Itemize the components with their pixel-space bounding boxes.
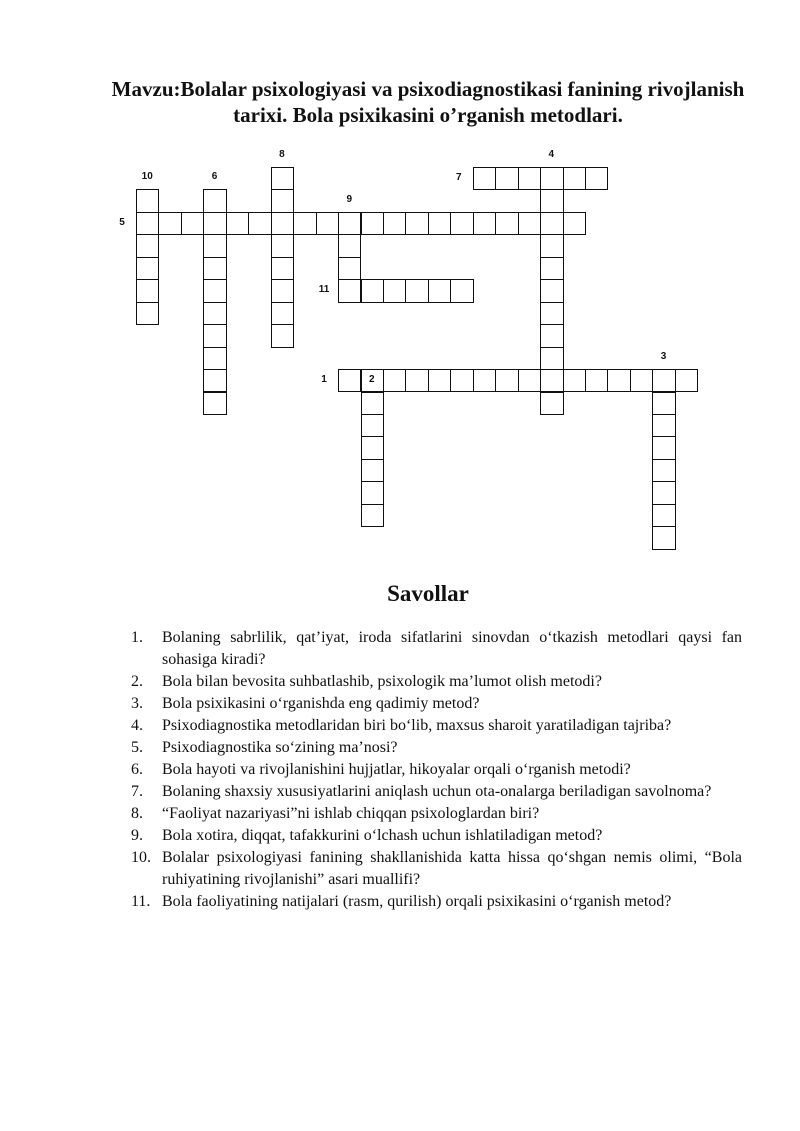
crossword-cell[interactable]	[652, 504, 675, 527]
crossword-cell[interactable]	[361, 436, 384, 459]
crossword-cell[interactable]	[428, 212, 451, 235]
crossword-cell[interactable]	[540, 302, 563, 325]
clue-number-label: 10	[141, 171, 153, 183]
clue-number-label: 5	[119, 216, 125, 228]
question-text: Bola psixikasini o‘rganishda eng qadimiy metod?	[162, 695, 480, 712]
crossword-cell[interactable]	[563, 369, 586, 392]
question-item	[131, 737, 742, 759]
crossword-cell[interactable]	[248, 212, 271, 235]
crossword-cell[interactable]	[495, 167, 518, 190]
crossword-cell[interactable]	[338, 369, 361, 392]
crossword-cell[interactable]	[540, 167, 563, 190]
question-text: Psixodiagnostika so‘zining ma’nosi?	[162, 739, 398, 756]
question-item	[131, 693, 742, 715]
question-number: 10.	[131, 849, 151, 866]
crossword-cell[interactable]	[136, 189, 159, 212]
crossword-cell[interactable]	[540, 257, 563, 280]
crossword-cell[interactable]	[271, 257, 294, 280]
crossword-cell[interactable]	[136, 279, 159, 302]
crossword-cell[interactable]	[585, 167, 608, 190]
crossword-cell[interactable]	[361, 504, 384, 527]
crossword-cell[interactable]	[383, 279, 406, 302]
crossword-cell[interactable]	[361, 481, 384, 504]
crossword-cell[interactable]	[428, 279, 451, 302]
question-item	[131, 803, 742, 825]
crossword-cell[interactable]	[271, 212, 294, 235]
question-item	[131, 759, 742, 781]
crossword-cell[interactable]	[203, 257, 226, 280]
crossword-cell[interactable]	[338, 279, 361, 302]
crossword-cell[interactable]	[563, 212, 586, 235]
question-text: Bolaning shaxsiy xususiyatlarini aniqlash uchun ota-onalarga beriladigan savolnoma?	[162, 783, 712, 800]
crossword-cell[interactable]	[652, 414, 675, 437]
crossword-cell[interactable]	[361, 459, 384, 482]
question-number: 3.	[131, 695, 143, 712]
crossword-cell[interactable]	[203, 347, 226, 370]
clue-number-label: 6	[211, 171, 218, 183]
crossword-cell[interactable]	[540, 234, 563, 257]
crossword-cell[interactable]	[203, 234, 226, 257]
crossword-cell[interactable]	[540, 369, 563, 392]
questions-heading: Savollar	[387, 581, 469, 606]
crossword-cell[interactable]	[203, 369, 226, 392]
crossword-cell[interactable]	[652, 481, 675, 504]
crossword-cell[interactable]	[361, 279, 384, 302]
question-number: 11.	[131, 893, 151, 910]
crossword-cell[interactable]	[518, 167, 541, 190]
crossword-cell[interactable]	[203, 302, 226, 325]
question-number: 5.	[131, 739, 143, 756]
crossword-cell[interactable]	[652, 369, 675, 392]
crossword-cell[interactable]	[428, 369, 451, 392]
crossword-cell[interactable]	[563, 167, 586, 190]
question-text: Bola bilan bevosita suhbatlashib, psixologik ma’lumot olish metodi?	[162, 673, 602, 690]
crossword-cell[interactable]	[405, 369, 428, 392]
crossword-cell[interactable]	[540, 189, 563, 212]
crossword-cell[interactable]	[271, 302, 294, 325]
clue-number-label: 3	[660, 351, 667, 363]
crossword-cell[interactable]	[271, 234, 294, 257]
crossword-cell[interactable]	[361, 392, 384, 415]
question-text: Bola hayoti va rivojlanishini hujjatlar, hikoyalar orqali o‘rganish metodi?	[162, 761, 631, 778]
crossword-cell[interactable]	[271, 189, 294, 212]
question-number: 2.	[131, 673, 143, 690]
clue-number-label: 7	[455, 172, 462, 183]
crossword-cell[interactable]	[450, 212, 473, 235]
crossword-cell[interactable]	[518, 212, 541, 235]
crossword-cell[interactable]	[271, 167, 294, 190]
crossword-cell[interactable]	[540, 279, 563, 302]
clue-number-label: 1	[321, 374, 327, 386]
crossword-cell[interactable]	[136, 234, 159, 257]
crossword-cell[interactable]	[585, 369, 608, 392]
crossword-cell[interactable]	[203, 189, 226, 212]
clue-number-label: 2	[368, 373, 375, 385]
crossword-cell[interactable]	[630, 369, 653, 392]
crossword-cell[interactable]	[158, 212, 181, 235]
crossword-cell[interactable]	[271, 279, 294, 302]
question-item	[131, 671, 742, 693]
crossword-cell[interactable]	[203, 324, 226, 347]
crossword-cell[interactable]	[473, 212, 496, 235]
crossword-cell[interactable]	[338, 257, 361, 280]
crossword-cell[interactable]	[203, 212, 226, 235]
crossword-cell[interactable]	[271, 324, 294, 347]
clue-number-label: 11	[318, 284, 330, 296]
crossword-cell[interactable]	[405, 212, 428, 235]
clue-number-label: 8	[279, 149, 285, 160]
crossword-cell[interactable]	[136, 302, 159, 325]
question-item	[131, 891, 742, 913]
question-item	[131, 847, 742, 891]
question-item	[131, 715, 742, 737]
crossword-cell[interactable]	[518, 369, 541, 392]
crossword-cell[interactable]	[136, 212, 159, 235]
question-text: Bola xotira, diqqat, tafakkurini o‘lchash uchun ishlatiladigan metod?	[162, 827, 603, 844]
crossword-cell[interactable]	[203, 392, 226, 415]
crossword-cell[interactable]	[361, 212, 384, 235]
crossword-cell[interactable]	[675, 369, 698, 392]
crossword-cell[interactable]	[607, 369, 630, 392]
crossword-cell[interactable]	[473, 167, 496, 190]
crossword-cell[interactable]	[540, 347, 563, 370]
crossword-cell[interactable]	[450, 279, 473, 302]
question-number: 6.	[131, 761, 143, 778]
crossword-cell[interactable]	[338, 212, 361, 235]
question-item	[131, 781, 742, 803]
question-number: 7.	[131, 783, 143, 800]
crossword-cell[interactable]	[181, 212, 204, 235]
crossword-cell[interactable]	[495, 369, 518, 392]
question-number: 1.	[131, 629, 143, 646]
question-list	[131, 627, 742, 913]
crossword-cell[interactable]	[652, 459, 675, 482]
crossword-cell[interactable]	[203, 279, 226, 302]
question-text: “Faoliyat nazariyasi”ni ishlab chiqqan psixologlardan biri?	[162, 805, 540, 822]
crossword-cell[interactable]	[226, 212, 249, 235]
crossword-cell[interactable]	[136, 257, 159, 280]
question-text: Bolaning sabrlilik, qat’iyat, iroda sifatlarini sinovdan o‘tkazish metodlari qaysi fan sohasiga kiradi?	[162, 629, 742, 668]
crossword-cell[interactable]	[293, 212, 316, 235]
crossword-cell[interactable]	[495, 212, 518, 235]
crossword-cell[interactable]	[540, 392, 563, 415]
crossword-cell[interactable]	[652, 526, 675, 549]
crossword-cell[interactable]	[540, 212, 563, 235]
question-text: Bolalar psixologiyasi fanining shakllanishida katta hissa qo‘shgan nemis olimi, “Bola ruhiyatining rivojlanishi” asari muallifi?	[162, 849, 742, 888]
clue-number-label: 9	[346, 193, 353, 205]
crossword-cell[interactable]	[540, 324, 563, 347]
crossword-cell[interactable]	[652, 436, 675, 459]
question-number: 9.	[131, 827, 143, 844]
crossword-cell[interactable]	[383, 369, 406, 392]
crossword-cell[interactable]	[405, 279, 428, 302]
crossword-cell[interactable]	[338, 234, 361, 257]
crossword-cell[interactable]	[450, 369, 473, 392]
question-item	[131, 825, 742, 847]
crossword-cell[interactable]	[473, 369, 496, 392]
crossword-cell[interactable]	[383, 212, 406, 235]
crossword-cell[interactable]	[361, 414, 384, 437]
question-number: 8.	[131, 805, 143, 822]
question-text: Bola faoliyatining natijalari (rasm, qurilish) orqali psixikasini o‘rganish metod?	[162, 893, 672, 910]
question-text: Psixodiagnostika metodlaridan biri bo‘lib, maxsus sharoit yaratiladigan tajriba?	[162, 717, 672, 734]
crossword-cell[interactable]	[652, 392, 675, 415]
page-title: Mavzu:Bolalar psixologiyasi va psixodiagnostikasi fanining rivojlanish tarixi. Bola psixikasini o’rganish metodlari.	[111, 77, 745, 127]
crossword-cell[interactable]	[316, 212, 339, 235]
clue-number-label: 4	[548, 149, 555, 160]
question-number: 4.	[131, 717, 143, 734]
question-item	[131, 627, 742, 671]
